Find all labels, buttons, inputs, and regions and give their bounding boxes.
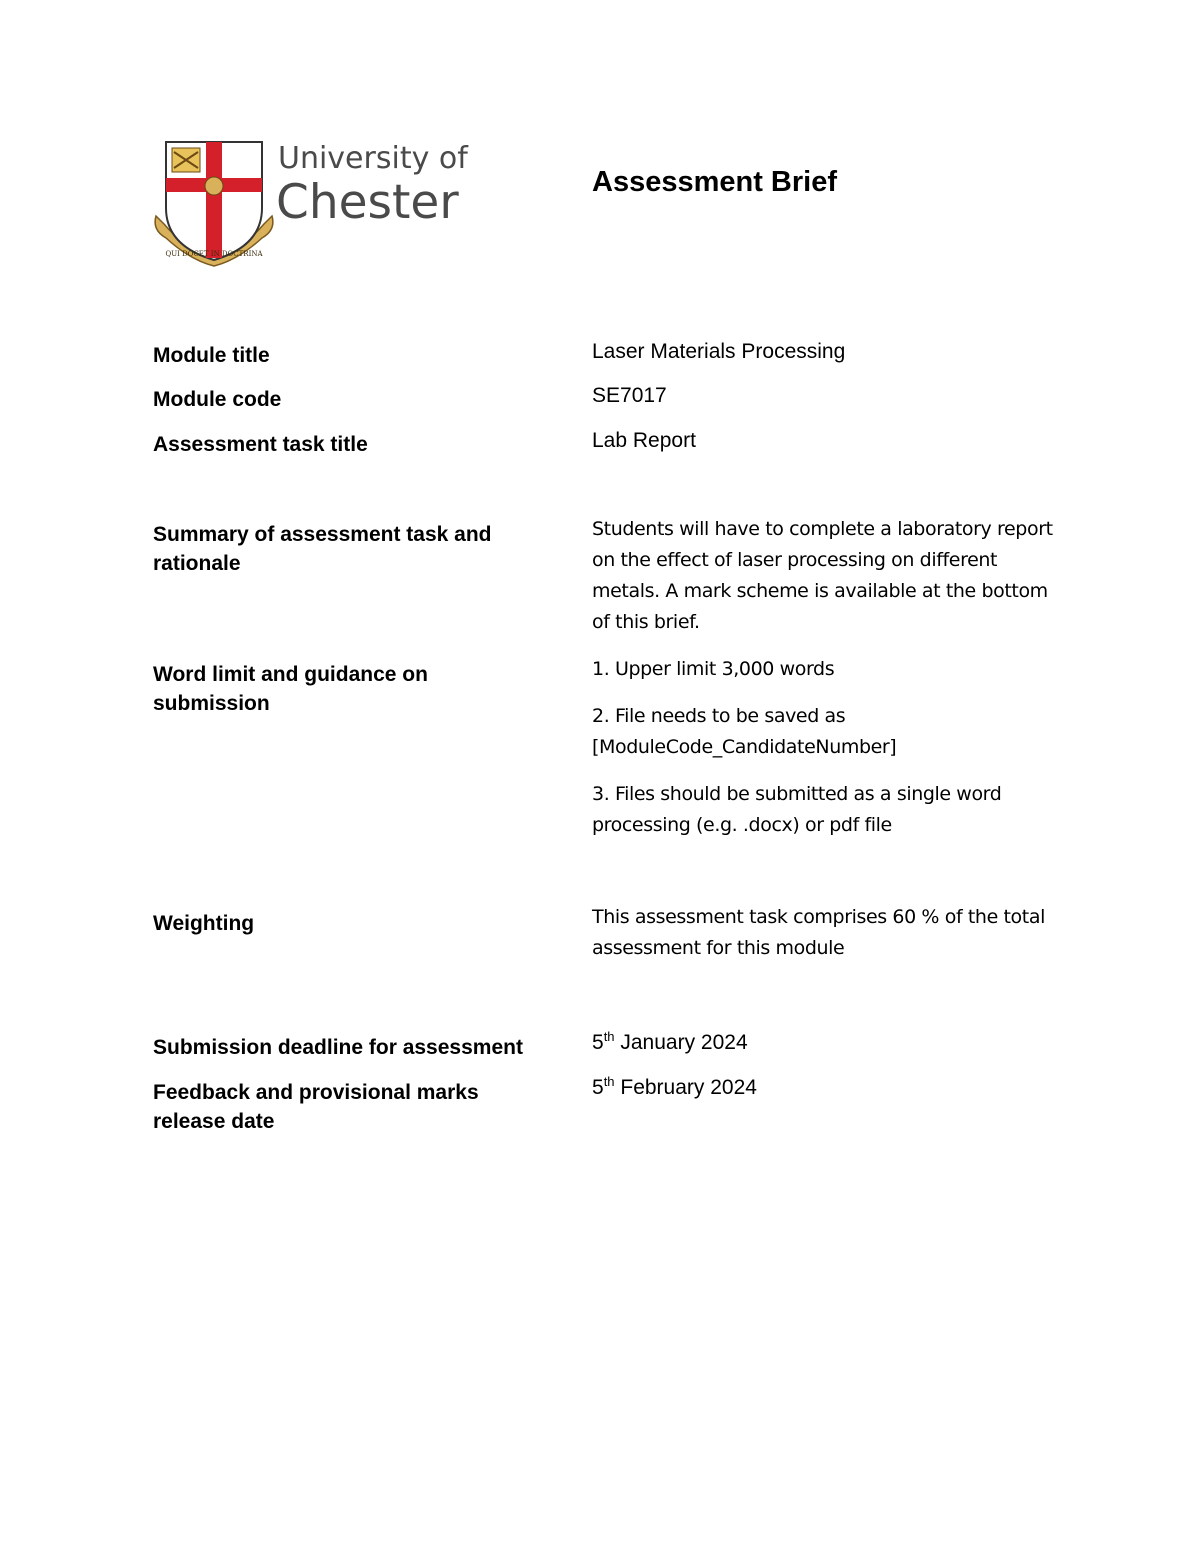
weighting-value: This assessment task comprises 60 % of the total assessment for this module [592, 906, 1045, 959]
task-title-label: Assessment task title [153, 433, 368, 456]
feedback-value: 5th February 2024 [592, 1074, 757, 1099]
deadline-value: 5th January 2024 [592, 1029, 748, 1054]
svg-text:QUI DOCET IN DOCTRINA: QUI DOCET IN DOCTRINA [165, 250, 263, 258]
summary-label: Summary of assessment task and rationale [153, 523, 492, 575]
university-logo [150, 138, 480, 274]
module-title-label: Module title [153, 344, 270, 367]
document-title: Assessment Brief [592, 166, 837, 198]
task-title-value: Lab Report [592, 429, 696, 452]
word-limit-item: 2. File needs to be saved as [ModuleCode_CandidateNumber] [592, 705, 897, 758]
word-limit-label: Word limit and guidance on submission [153, 663, 428, 715]
word-limit-item: 1. Upper limit 3,000 words [592, 658, 835, 680]
weighting-label: Weighting [153, 912, 255, 935]
module-code-label: Module code [153, 388, 282, 411]
svg-text:Chester: Chester [276, 175, 459, 230]
svg-text:University of: University of [278, 141, 468, 176]
deadline-label: Submission deadline for assessment [153, 1036, 523, 1059]
summary-value: Students will have to complete a laboratory report on the effect of laser processing on different metals. A mark scheme is available at the bottom of this brief. [592, 518, 1053, 633]
feedback-label: Feedback and provisional marks release date [153, 1081, 479, 1133]
module-title-value: Laser Materials Processing [592, 340, 846, 363]
word-limit-list [592, 654, 1062, 857]
module-code-value: SE7017 [592, 384, 667, 407]
word-limit-item: 3. Files should be submitted as a single word processing (e.g. .docx) or pdf file [592, 783, 1002, 836]
